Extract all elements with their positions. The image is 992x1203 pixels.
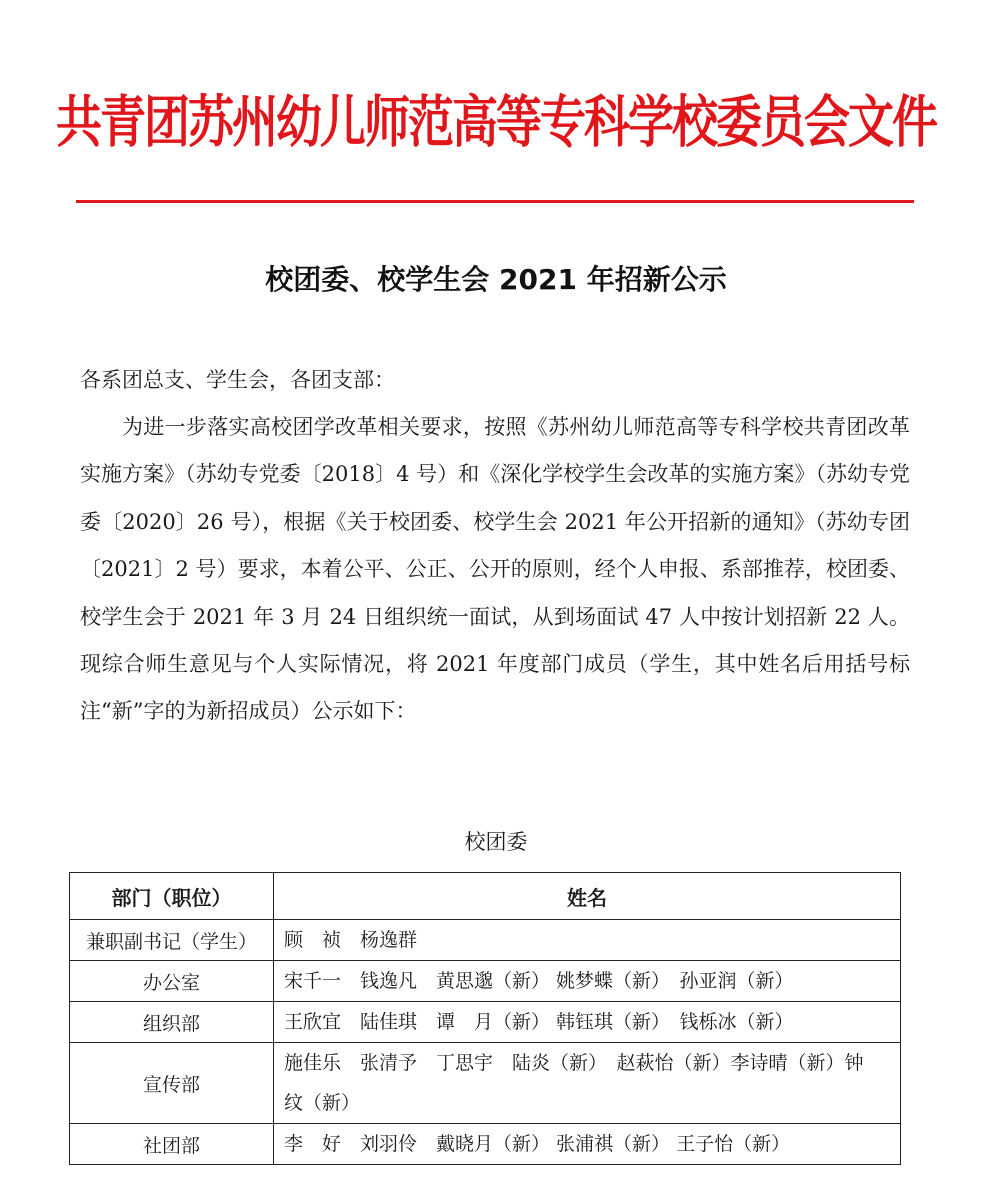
names-cell: 李 好 刘羽伶 戴晓月（新） 张浦祺（新） 王子怡（新） bbox=[274, 1124, 901, 1165]
table-header-row bbox=[70, 873, 901, 920]
header-department: 部门（职位） bbox=[70, 873, 274, 920]
department-cell: 办公室 bbox=[70, 961, 274, 1002]
header-names: 姓名 bbox=[274, 873, 901, 920]
names-cell: 顾 祯 杨逸群 bbox=[274, 920, 901, 961]
table-row bbox=[70, 961, 901, 1002]
names-cell: 王欣宜 陆佳琪 谭 月（新） 韩钰琪（新） 钱栎冰（新） bbox=[274, 1002, 901, 1043]
department-cell: 宣传部 bbox=[70, 1043, 274, 1124]
salutation: 各系团总支、学生会，各团支部： bbox=[80, 368, 395, 392]
names-cell: 宋千一 钱逸凡 黄思邈（新） 姚梦蝶（新） 孙亚润（新） bbox=[274, 961, 901, 1002]
document-masthead: 共青团苏州幼儿师范高等专科学校委员会文件 bbox=[56, 88, 936, 155]
table-caption: 校团委 bbox=[464, 830, 528, 854]
table-row bbox=[70, 920, 901, 961]
masthead-divider bbox=[76, 200, 914, 203]
department-cell: 兼职副书记（学生） bbox=[70, 920, 274, 961]
document-title: 校团委、校学生会 2021 年招新公示 bbox=[265, 263, 727, 296]
department-cell: 社团部 bbox=[70, 1124, 274, 1165]
table-row bbox=[70, 1124, 901, 1165]
department-cell: 组织部 bbox=[70, 1002, 274, 1043]
table-row bbox=[70, 1002, 901, 1043]
body-paragraph: 为进一步落实高校团学改革相关要求，按照《苏州幼儿师范高等专科学校共青团改革实施方案》（苏幼专党委〔2018〕4 号）和《深化学校学生会改革的实施方案》（苏幼专党委〔2020〕26 号），根据《关于校团委、校学生会 2021 年公开招新的通知》（苏幼专团〔2021〕2 号）要求，本着公平、公正、公开的原则，经个人申报、系部推荐，校团委、校学生会于 2021 年 3 月 24 日组织统一面试，从到场面试 47 人中按计划招新 22 人。现综合师生意见与个人实际情况，将 2021 年度部门成员（学生，其中姓名后用括号标注“新”字的为新招成员）公示如下： bbox=[80, 415, 910, 724]
table-row bbox=[70, 1043, 901, 1124]
roster-table bbox=[69, 872, 901, 1165]
names-cell: 施佳乐 张清予 丁思宇 陆炎（新） 赵萩怡（新）李诗晴（新）钟 纹（新） bbox=[274, 1043, 901, 1124]
